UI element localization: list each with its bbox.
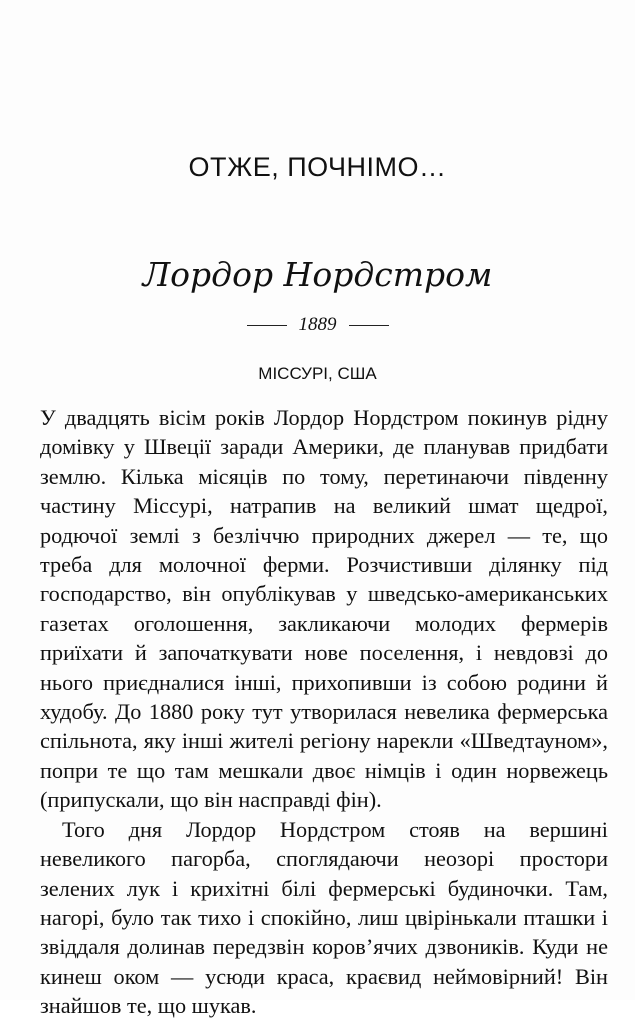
right-rule [349,325,389,326]
year-line [0,314,635,336]
section-heading: Лордор Нордстром [142,255,493,294]
chapter-title: ОТЖЕ, ПОЧНІМО… [188,152,447,182]
paragraph: У двадцять вісім років Лордор Нордстром покинув рідну домівку у Швеції заради Америки, де планував придбати землю. Кілька місяців по тому, перетинаючи південну частину Міссурі, натрапив на великий шмат щедрої, родючої землі з безліччю природних джерел — те, що треба для молочної ферми. Розчистивши ділянку під господарство, він опублікував у шведсько-американських газетах оголошення, закликаючи молодих фермерів приїхати й започаткувати нове поселення, і невдовзі до нього приєдналися інші, прихопивши із собою родини й худобу. До 1880 року тут утворилася невелика фермерська спільнота, яку інші жителі регіону нарекли «Шведтауном», попри те що там мешкали двоє німців і один норвежець (припускали, що він насправді фін). [40,405,608,813]
paragraph: Того дня Лордор Нордстром стояв на вершині невеликого пагорба, споглядаючи неозорі простори зелених лук і крихітні білі фермерські будиночки. Там, нагорі, було так тихо і спокійно, лиш цвірінькали пташки і звіддаля долинав передзвін коров’ячих дзвоників. Куди не кинеш оком — усюди краса, краєвид неймовірний! Він знайшов те, що шукав. [40,816,608,1019]
location-label: МІССУРІ, США [258,364,377,383]
body-text [40,403,608,1021]
left-rule [247,325,287,326]
year: 1889 [298,314,337,335]
